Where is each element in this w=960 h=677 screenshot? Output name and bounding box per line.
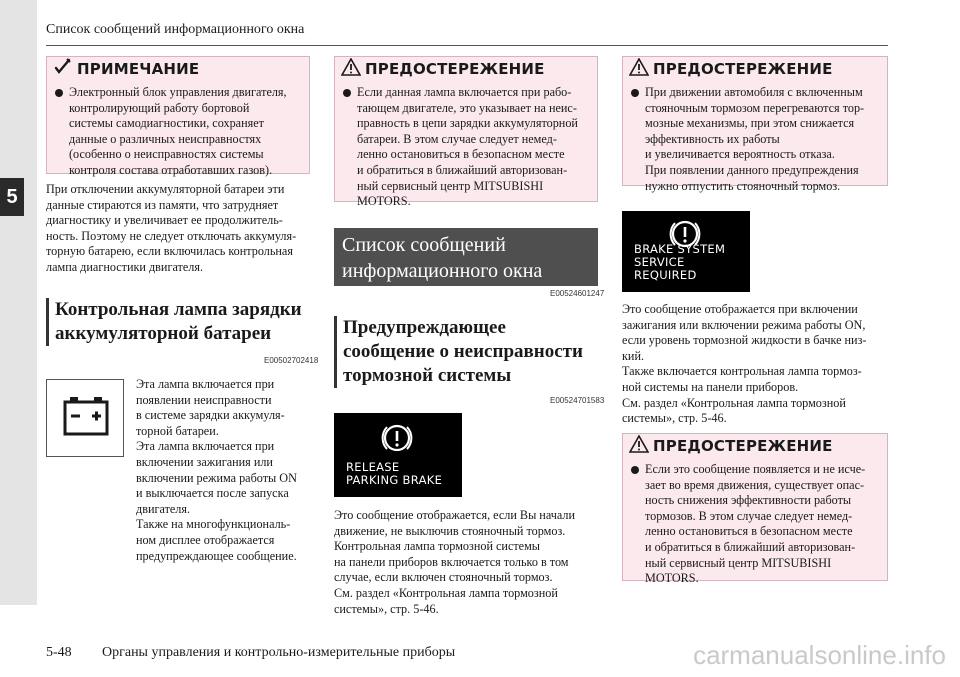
- parking-brake-warning-bullet: При движении автомобиля с включенным стояночным тормозом перегреваются тор- мозные механизмы, при этом снижается эффективность их работы и увеличивается вероятность отказа. При появлении данного предупреждения нужно отпустить стояночный тормоз.: [631, 85, 881, 194]
- note-box: [46, 56, 310, 177]
- note-box-header: [47, 57, 309, 81]
- message-list-heading: Список сообщений информационного окна: [334, 228, 598, 286]
- running-header: Список сообщений информационного окна: [46, 22, 305, 37]
- parking-brake-warning-header: [623, 57, 887, 81]
- footer-section-title: Органы управления и контрольно-измерительные приборы: [102, 645, 456, 660]
- battery-section-code: E00502702418: [264, 356, 319, 365]
- header-divider: [46, 45, 888, 46]
- warning-triangle-icon: [629, 435, 649, 458]
- battery-description: Эта лампа включается при появлении неисправности в системе зарядки аккумуля- торной батареи. Эта лампа включается при включении зажигания или включении режима работы ON и выключается после запуска двигателя. Также на многофункциональ- ном дисплее отображается предупреждающее сообщение.: [136, 377, 297, 563]
- exclamation-circle-icon: [381, 422, 413, 454]
- warning-triangle-icon: [341, 58, 361, 81]
- charging-warning-box: [334, 56, 598, 209]
- charging-warning-header: [335, 57, 597, 81]
- battery-icon-frame: [46, 379, 124, 457]
- note-bullet: Электронный блок управления двигателя, контролирующий работу бортовой системы самодиагностики, сохраняет данные о различных неисправностях (особенно о неисправностях системы контроля состава отработавших газов).: [55, 85, 303, 179]
- brake-fluid-paragraph: Это сообщение отображается при включении зажигания или включении режима работы ON, если уровень тормозной жидкости в бачке низ- кий. Также включается контрольная лампа тормоз- ной системы на панели приборов. См. раздел «Контрольная лампа тормозной системы», стр. 5-46.: [622, 302, 867, 426]
- warning-triangle-icon: [629, 58, 649, 81]
- page-number: 5-48: [46, 645, 72, 660]
- pencil-note-icon: [53, 58, 73, 81]
- watermark-text: carmanualsonline.info: [693, 640, 946, 670]
- brake-service-warning-box: [622, 433, 888, 586]
- parking-brake-warning-box: [622, 56, 888, 193]
- battery-icon: [47, 380, 123, 456]
- brake-warning-code: E00524701583: [550, 396, 605, 405]
- side-margin-strip: [0, 0, 37, 605]
- release-parking-brake-display: [334, 413, 462, 497]
- parking-brake-paragraph: Это сообщение отображается, если Вы начали движение, не выключив стояночный тормоз. Контрольная лампа тормозной системы на панели приборов включается только в том случае, если включен стояночный тормоз. См. раздел «Контрольная лампа тормозной системы», стр. 5-46.: [334, 508, 575, 616]
- brake-system-service-text: BRAKE SYSTEM SERVICE REQUIRED: [634, 242, 726, 282]
- battery-lamp-heading: Контрольная лампа зарядки аккумуляторной батареи: [46, 298, 310, 346]
- brake-system-service-display: [622, 211, 750, 292]
- release-parking-brake-text: RELEASE PARKING BRAKE: [346, 460, 443, 487]
- left-paragraph: При отключении аккумуляторной батареи эти данные стираются из памяти, что затрудняет диагностику и увеличивает ее продолжитель- ность. Поэтому не следует отключать аккумуля- торную батарею, если включилась контрольная лампа диагностики двигателя.: [46, 182, 297, 274]
- note-title: ПРИМЕЧАНИЕ: [77, 60, 200, 78]
- brake-service-warning-title: ПРЕДОСТЕРЕЖЕНИЕ: [653, 437, 833, 455]
- charging-warning-title: ПРЕДОСТЕРЕЖЕНИЕ: [365, 60, 545, 78]
- brake-service-warning-bullet: Если это сообщение появляется и не исче- зает во время движения, существует опас- ность снижения эффективности работы тормозов. В этом случае следует немед- ленно остановиться в безопасном месте и обратиться в ближайший авторизован- ный сервисный центр MITSUBISHI MOTORS.: [631, 462, 881, 587]
- parking-brake-warning-title: ПРЕДОСТЕРЕЖЕНИЕ: [653, 60, 833, 78]
- message-list-code: E00524601247: [550, 289, 605, 298]
- brake-service-warning-header: [623, 434, 887, 458]
- chapter-tab: 5: [0, 178, 24, 216]
- brake-warning-heading: Предупреждающее сообщение о неисправности тормозной системы: [334, 316, 598, 388]
- charging-warning-bullet: Если данная лампа включается при рабо- тающем двигателе, это указывает на неис- правность в цепи зарядки аккумуляторной батареи. В этом случае следует немед- ленно остановиться в безопасном месте и обратиться в ближайший авторизован- ный сервисный центр MITSUBISHI MOTORS.: [343, 85, 591, 210]
